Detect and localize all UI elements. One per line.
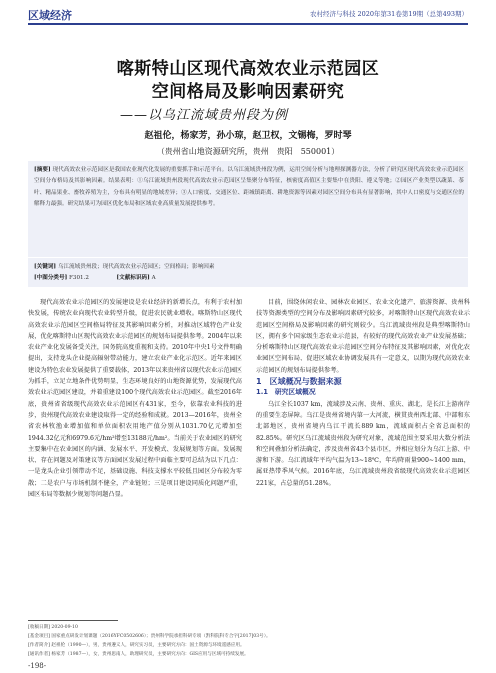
subsection-heading: 1.1 研究区域概况 (256, 388, 316, 397)
doc-code-value: A (151, 275, 156, 281)
body-paragraph: 目前，围绕休闲农业、园林农业园区、农业文化遗产、旅游资源、贵州科技等资源类型的空间分布及影响因素研究较多，对喀斯特山区现代高效农业示范园区空间格局及影响因素的研究则较少。乌江流域贵州段是典型喀斯特山区，拥有多个国家级生态农业示范县，有较好的现代高效农业产业发展基础；分析喀斯特山区现代高效农业示范园区空间分布特征及其影响因素，对优化农业园区空间布局、促进区域农业协调发展具有一定意义，以期为现代高效农业示范园区的规划布局提供参考。 (256, 299, 470, 374)
footnote-author: [作者简介] 赵祖伦（1990—），男，贵州遵义人，研究实习员，主要研究方向：国土资源与环境遥感应用。 (28, 643, 245, 648)
keywords-block (34, 262, 464, 284)
running-header (28, 4, 468, 24)
keywords-label: [关键词] (34, 264, 57, 270)
body-right-column (256, 297, 470, 489)
body-left-column (28, 297, 242, 500)
body-paragraph: 现代高效农业示范园区的发展建设是农业经济的新增长点，有利于农村加快发展，传统农业向现代农业转型升级，促进农民就业增收。喀斯特山区现代高效农业示范园区空间格局特征及其影响因素分析，对推动区域特色产业发展，优化喀斯特山区现代高效农业示范园区的规划布局提供参考。2004年以来农业产业化发展备受关注，国务院高度重视和支持。2010年中央1号文件明确提出，支持龙头企业提高辐射带动能力，建立农业产业化示范区。近年来园区建设为特色农业发展提供了重要载体，2013年以来贵州省以现代农业示范园区为抓手，立足立地条件优势明显，生态环境良好的山地资源优势，发展现代高效农业示范园区建设，并着重建设100个现代高效农业示范园区。截至2016年底，贵州省省级现代高效农业示范园区有431家，至今，依靠农业科技的进步，贵州现代高效农业建设取得一定的经验和成就。2013—2016年，贵州全省农林牧渔业增加值和单位面积农用地产值分别从1031.70亿元增加至1944.32亿元和6979.6元/hm²增至13188元/hm²。当前关于农业园区的研究主要集中在农业园区的内涵、发展水平、开发模式、发展规划等方面。发展现状、存在问题及对策建议等方面园区发展过程中面临主要可总结为以下几点：一是龙头企业引领带动不足，基础设施、科技支撑水平较低且园区分布较为零散；二是农户与市场机制不健全，产业链短；三是项目建设同质化问题严重，园区布局等数据少规划等问题凸显。 (28, 299, 242, 499)
page-number: -198- (28, 662, 47, 670)
footnotes (28, 623, 328, 659)
author-list: 赵祖伦，杨家芳，孙小琼，赵卫权，文锡梅，罗时琴 (144, 131, 352, 141)
clc-value: F301.2 (69, 275, 89, 281)
footnote-fund: [基金项目] 国家重点研发计划课题（2016YFC0502606）；贵州科学院承担科研专项（黔科院科专合字[2017]03号）。 (28, 634, 271, 639)
footnote-corresponding: [通讯作者] 杨家芳（1987—），女，贵州思南人，助理研究员，主要研究方向：GIS应用与区域可持续发展。 (28, 652, 249, 657)
section-heading: 1 区域概况与数据来源 (256, 377, 342, 387)
keywords-text: 乌江流域贵州段；现代高效农业示范园区；空间格局；影响因素 (57, 264, 215, 270)
header-rule (28, 23, 468, 25)
title-line-1: 喀斯特山区现代高效农业示范园区 (116, 59, 380, 79)
title-line-2: 空间格局及影响因素研究 (151, 82, 345, 102)
footnote-rule (28, 620, 118, 621)
abstract (34, 165, 464, 210)
section-label: 区域经济 (28, 9, 72, 22)
doc-code-label: [文献标识码] (116, 275, 150, 281)
affiliation: （贵州省山地资源研究所，贵州 贵阳 550001） (156, 147, 340, 156)
abstract-label: [摘要] (34, 167, 51, 173)
footnote-received: [收稿日期] 2020-09-10 (28, 625, 78, 630)
subtitle: ——以乌江流域贵州段为例 (120, 108, 289, 123)
body-paragraph: 乌江全长1037 km，流域涉及云南、贵州、重庆、湖北，是长江上游南岸的重要生态屏障。乌江是贵州省境内第一大河流，横贯贵州西北部、中部和东北部地区，贵州省境内乌江干流长889 km，流域面积占全省总面积的82.85%。研究区乌江流域贵州段为研究对象，流域范围主要采用大数分析法和空间叠加分析法确定，涉及贵州省43个县市区，并相应划分为乌江上游、中游和下游。乌江流域年平均气温为13~18℃，年均降雨量900~1400 mm，属亚热带季风气候。2016年底，乌江流域贵州段省级现代高效农业示范园区221家，占总量的51.28%。 (256, 400, 470, 487)
journal-info: 农村经济与科技 2020年第31卷第19期（总第493期） (309, 10, 468, 18)
clc-label: [中图分类号] (34, 275, 68, 281)
abstract-text: 现代高效农业示范园区是我国农业现代化发展的重要抓手和示范平台。以乌江流域贵州段为例，运用空间分析与地理探测器方法，分析了研究区现代高效农业示范园区空间分布格局及其影响因素。结果表明：①乌江流域贵州段现代高效农业示范园区呈集聚分布特征，核密度高值区主要集中在贵阳、遵义等地；②园区产业类型以蔬菜、茶叶、精品果业、畜牧养殖为主，分布具有明显的地域差异；③人口密度、交通区位、距城镇距离、耕地资源等因素对园区空间分布具有显著影响，其中人口密度与交通区位的解释力最强。研究结果可为园区优化布局和区域农业高质量发展提供参考。 (34, 167, 464, 207)
